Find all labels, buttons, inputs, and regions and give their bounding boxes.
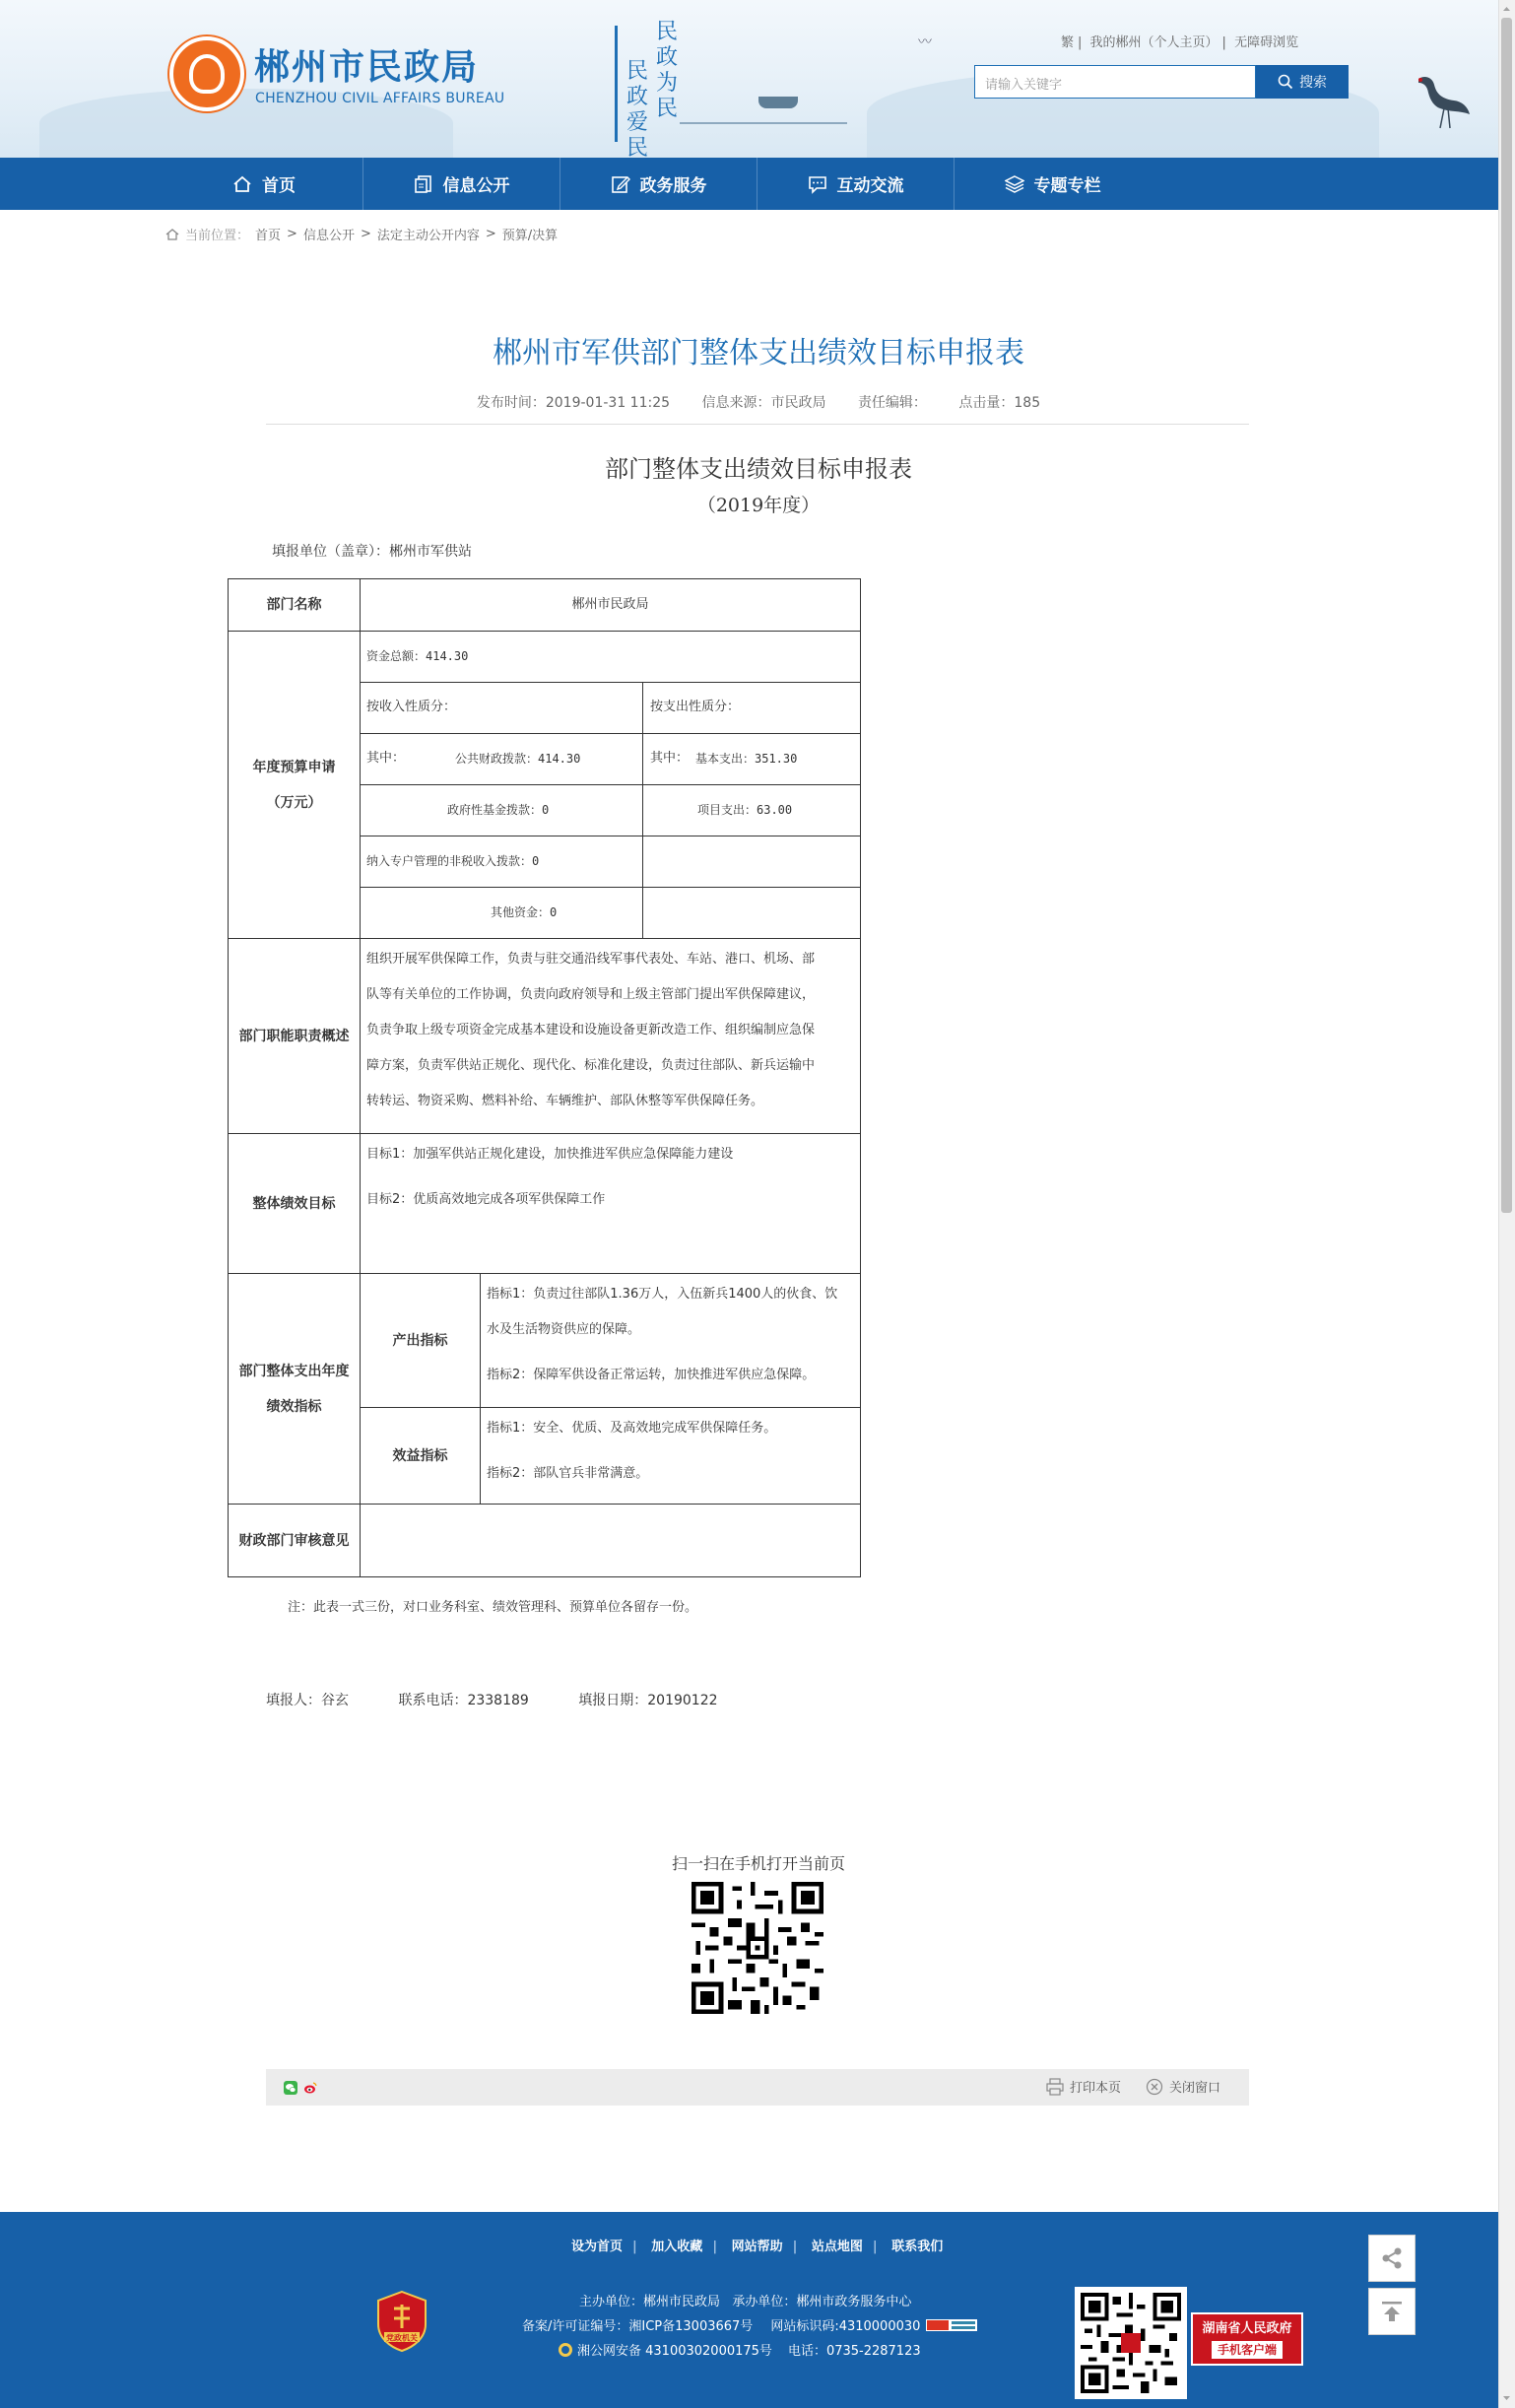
- article-title: 郴州市军供部门整体支出绩效目标申报表: [493, 336, 1024, 370]
- nav-home-label: 首页: [262, 176, 296, 196]
- nav-gov-service-label: 政务服务: [639, 176, 707, 196]
- traditional-chinese-link[interactable]: 繁: [1061, 35, 1075, 50]
- publish-time: 发布时间：2019-01-31 11:25: [476, 395, 671, 411]
- back-to-top-button[interactable]: [1368, 2288, 1416, 2335]
- footer-link-contact[interactable]: 联系我们: [891, 2240, 944, 2254]
- output-indicator-label: 产出指标: [392, 1332, 448, 1349]
- doc-year: （2019年度）: [696, 495, 821, 516]
- budget-label-line-2: （万元）: [266, 794, 322, 811]
- breadcrumb-separator: >: [360, 227, 371, 241]
- wechat-icon[interactable]: [284, 2081, 297, 2095]
- share-float-button[interactable]: [1368, 2235, 1416, 2282]
- nav-interaction-label: 互动交流: [836, 176, 904, 196]
- edit-icon: [611, 174, 630, 194]
- breadcrumb-separator: >: [287, 227, 297, 241]
- hunan-gov-app-badge[interactable]: [1191, 2312, 1303, 2366]
- logo-emblem[interactable]: [169, 36, 244, 111]
- print-button[interactable]: [1046, 2077, 1121, 2096]
- duty-line: 组织开展军供保障工作，负责与驻交通沿线军事代表处、车站、港口、机场、部: [366, 952, 816, 967]
- footer-police-text[interactable]: 湘公网安备 43100302000175号: [577, 2344, 772, 2359]
- chat-icon: [808, 174, 827, 194]
- back-to-top-icon: [1379, 2299, 1405, 2324]
- footer-link-help[interactable]: 网站帮助: [731, 2240, 783, 2254]
- share-icons: [284, 2081, 317, 2095]
- gov-badge-subtitle: 手机客户端: [1212, 2341, 1283, 2359]
- duty-line: 障方案，负责军供站正规化、现代化、标准化建设，负责过往部队、新兵运输中: [366, 1058, 816, 1073]
- article-meta: [266, 392, 1251, 412]
- fill-unit: 填报单位（盖章）：郴州市军供站: [272, 544, 472, 560]
- footer-link-sitemap[interactable]: 站点地图: [811, 2240, 863, 2254]
- footer-police: [558, 2340, 921, 2359]
- by-income-label: 按收入性质分：: [366, 700, 457, 714]
- close-window-button[interactable]: [1146, 2077, 1220, 2096]
- hit-count: 点击量：185: [958, 395, 1041, 411]
- search-button[interactable]: [1256, 65, 1349, 99]
- share-bar: [266, 2069, 1249, 2106]
- breadcrumb-item-budget[interactable]: 预算/决算: [501, 229, 559, 243]
- nav-home[interactable]: [165, 158, 362, 210]
- public-finance: 公共财政拨款：414.30: [455, 752, 581, 766]
- basic-expense: 基本支出：351.30: [695, 752, 798, 766]
- duty-line: 队等有关单位的工作协调，负责向政府领导和上级主管部门提出军供保障建议，: [366, 987, 816, 1002]
- print-button-label: 打印本页: [1070, 2081, 1122, 2096]
- nav-info-public-label: 信息公开: [442, 176, 510, 196]
- footer-icp-text[interactable]: 备案/许可证编号：湘ICP备13003667号: [522, 2319, 754, 2334]
- filler-phone: 联系电话：2338189: [398, 1693, 529, 1708]
- share-icon: [1379, 2245, 1405, 2271]
- slogan-line-2: 民政爱民: [626, 59, 649, 158]
- performance-table: [228, 578, 861, 1577]
- breadcrumb-prefix: 当前位置：: [185, 229, 250, 243]
- nav-special-topics-label: 专题专栏: [1033, 176, 1101, 196]
- output-indicator-1a: 指标1：负责过往部队1.36万人，入伍新兵1400人的伙食、饮: [487, 1287, 838, 1302]
- search-input[interactable]: 请输入关键字: [974, 65, 1256, 99]
- boat-decoration: [680, 106, 847, 124]
- info-source: 信息来源：市民政局: [701, 395, 826, 411]
- footer-undertaker: 承办单位：郴州市政务服务中心: [732, 2295, 912, 2309]
- slogan-line-1: 民政为民: [656, 20, 679, 121]
- nav-interaction[interactable]: [758, 158, 954, 210]
- my-chenzhou-link[interactable]: 我的郴州（个人主页）: [1089, 35, 1219, 50]
- nav-special-topics[interactable]: [955, 158, 1151, 210]
- close-window-label: 关闭窗口: [1169, 2081, 1221, 2096]
- footer: [0, 2212, 1498, 2408]
- page-qr-code: [692, 1882, 823, 2014]
- indicator-label: [229, 1274, 360, 1504]
- review-label: 财政部门审核意见: [238, 1532, 350, 1549]
- goal-2: 目标2：优质高效地完成各项军供保障工作: [366, 1192, 606, 1207]
- qr-code-graphic: [1081, 2293, 1181, 2393]
- output-indicator-1b: 水及生活物资供应的保障。: [487, 1322, 641, 1337]
- footer-link-favorite[interactable]: 加入收藏: [651, 2240, 703, 2254]
- filler-date: 填报日期：20190122: [578, 1693, 718, 1708]
- breadcrumb-item-statutory[interactable]: 法定主动公开内容: [376, 229, 480, 243]
- output-indicator-2: 指标2：保障军供设备正常运转，加快推进军供应急保障。: [487, 1368, 816, 1382]
- document-icon: [414, 174, 433, 194]
- footer-icp: [522, 2315, 977, 2334]
- benefit-indicator-label: 效益指标: [392, 1447, 448, 1464]
- budget-label-line-1: 年度预算申请: [252, 759, 336, 775]
- police-badge-icon: [558, 2342, 573, 2358]
- breadcrumb-item-home[interactable]: 首页: [255, 229, 282, 243]
- divider: [266, 424, 1249, 425]
- header: [0, 0, 1498, 158]
- project-expense: 项目支出：63.00: [697, 803, 793, 817]
- qr-caption: 扫一扫在手机打开当前页: [671, 1854, 845, 1873]
- top-links: 繁 | 我的郴州（个人主页） | 无障碍浏览: [1061, 35, 1299, 50]
- duty-label: 部门职能职责概述: [238, 1028, 350, 1044]
- footer-links: 设为首页 | 加入收藏 | 网站帮助 | 站点地图 | 联系我们: [571, 2240, 944, 2254]
- goal-label: 整体绩效目标: [252, 1195, 336, 1212]
- accessibility-link[interactable]: 无障碍浏览: [1234, 35, 1299, 50]
- home-icon: [232, 174, 252, 194]
- benefit-indicator-2: 指标2：部队官兵非常满意。: [487, 1466, 649, 1481]
- indicator-label-line-1: 部门整体支出年度: [238, 1363, 350, 1379]
- special-nontax: 纳入专户管理的非税收入拨款：0: [366, 854, 540, 868]
- scroll-up-arrow-icon[interactable]: [1501, 3, 1512, 15]
- footer-phone: 电话：0735-2287123: [787, 2344, 921, 2359]
- total-funds: 资金总额：414.30: [366, 649, 469, 663]
- gov-fund: 政府性基金拨款：0: [447, 803, 550, 817]
- search-button-label: 搜索: [1299, 74, 1327, 90]
- party-badge-label: 党政机关: [386, 2333, 418, 2343]
- footer-site-code: 网站标识码:4310000030: [770, 2319, 921, 2334]
- footer-host-text: 主办单位：郴州市民政局: [579, 2295, 721, 2309]
- scrollbar-thumb[interactable]: [1501, 18, 1512, 1213]
- home-icon: [165, 228, 179, 241]
- search-icon: [1278, 74, 1293, 90]
- footer-host: [579, 2291, 911, 2309]
- breadcrumb-item-info-public[interactable]: 信息公开: [302, 229, 355, 243]
- crane-icon: [1411, 71, 1474, 130]
- weibo-icon[interactable]: [303, 2081, 317, 2095]
- footer-qr-code: [1075, 2287, 1187, 2399]
- cnzz-icon[interactable]: [926, 2319, 977, 2331]
- nav-gov-service[interactable]: [560, 158, 757, 210]
- indicator-label-line-2: 绩效指标: [266, 1398, 322, 1415]
- of-which-label-2: 其中：: [650, 751, 690, 766]
- goal-1: 目标1：加强军供站正规化建设，加快推进军供应急保障能力建设: [366, 1147, 734, 1162]
- gov-badge-title: 湖南省人民政府: [1202, 2321, 1292, 2336]
- dept-name-label: 部门名称: [266, 597, 322, 613]
- other-funds: 其他资金：0: [491, 905, 558, 919]
- site-subtitle: CHENZHOU CIVIL AFFAIRS BUREAU: [255, 91, 505, 106]
- breadcrumb-separator: >: [485, 227, 496, 241]
- nav-info-public[interactable]: [363, 158, 560, 210]
- editor: 责任编辑：: [857, 395, 927, 411]
- scroll-down-arrow-icon[interactable]: [1501, 2392, 1512, 2404]
- main-nav: [0, 158, 1498, 210]
- layers-icon: [1005, 174, 1024, 194]
- by-expense-label: 按支出性质分：: [650, 700, 741, 714]
- of-which-label: 其中：: [366, 751, 406, 766]
- budget-label: [229, 632, 360, 938]
- duty-line: 负责争取上级专项资金完成基本建设和设施设备更新改造工作、组织编制应急保: [366, 1023, 816, 1037]
- bird-icon: 〰: [918, 34, 932, 50]
- printer-icon: [1046, 2078, 1064, 2096]
- doc-title: 部门整体支出绩效目标申报表: [605, 455, 912, 483]
- footer-link-set-home[interactable]: 设为首页: [571, 2240, 624, 2254]
- dept-name-value: 郴州市民政局: [571, 597, 649, 612]
- site-title[interactable]: 郴州市民政局: [254, 47, 480, 88]
- table-note: 注：此表一式三份，对口业务科室、绩效管理科、预算单位各留存一份。: [288, 1600, 698, 1615]
- close-icon: [1146, 2078, 1163, 2096]
- breadcrumb: [165, 225, 558, 243]
- benefit-indicator-1: 指标1：安全、优质、及高效地完成军供保障任务。: [487, 1421, 777, 1436]
- filler-person: 填报人：谷玄: [266, 1693, 349, 1708]
- duty-line: 转转运、物资采购、燃料补给、车辆维护、部队休整等军供保障任务。: [366, 1094, 764, 1108]
- slogan: [615, 20, 688, 158]
- party-gov-badge-icon[interactable]: [376, 2291, 428, 2352]
- filler-info: [266, 1690, 763, 1709]
